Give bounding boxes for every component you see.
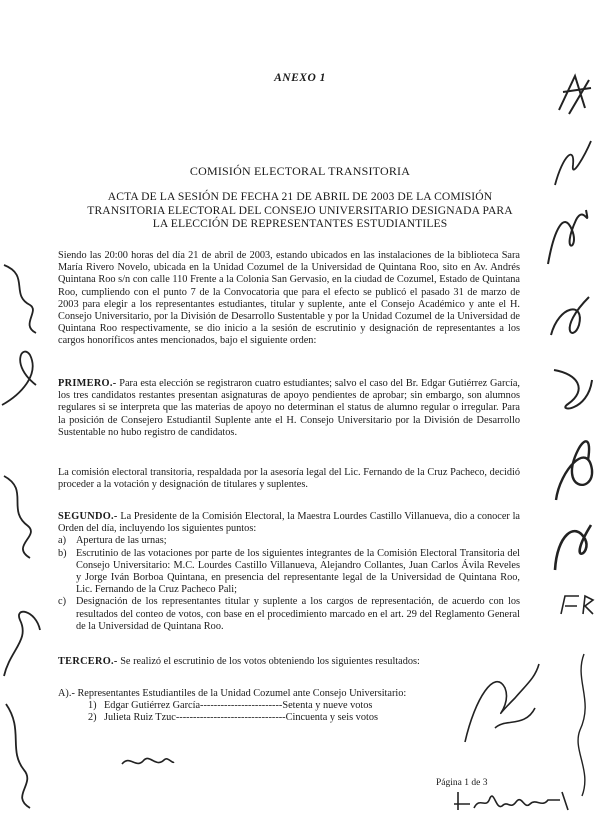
signature-mark	[0, 700, 40, 810]
vote-number: 1)	[88, 700, 97, 712]
annex-heading: ANEXO 1	[274, 72, 326, 84]
results-section	[58, 688, 520, 725]
signature-mark	[548, 430, 598, 505]
signature-mark	[570, 650, 598, 800]
candidate-name: Julieta Ruiz Tzuc	[104, 712, 176, 724]
signature-mark	[455, 658, 545, 748]
agenda-marker: c)	[58, 596, 66, 608]
primero-label: PRIMERO.-	[58, 378, 117, 389]
primero-paragraph	[58, 378, 520, 439]
signature-mark	[0, 345, 45, 415]
signature-mark	[548, 360, 596, 415]
vote-leader: ------------------------	[200, 700, 283, 712]
tercero-paragraph	[58, 656, 520, 668]
segundo-label: SEGUNDO.-	[58, 511, 118, 522]
segundo-text: La Presidente de la Comisión Electoral, la Maestra Lourdes Castillo Villanueva, dio a conocer la Orden del día, incluyendo los siguientes puntos:	[58, 511, 520, 535]
signature-mark	[555, 70, 595, 120]
committee-title: COMISIÓN ELECTORAL TRANSITORIA	[189, 164, 411, 178]
tercero-text: Se realizó el escrutinio de los votos obteniendo los siguientes resultados:	[120, 656, 420, 667]
signature-mark	[450, 786, 580, 814]
agenda-marker: b)	[58, 547, 67, 559]
signature-mark	[540, 200, 595, 270]
candidate-name: Edgar Gutiérrez García	[104, 700, 201, 712]
signature-mark	[545, 135, 595, 190]
section-a-heading: A).- Representantes Estudiantiles de la Unidad Cozumel ante Consejo Universitario:	[58, 688, 407, 699]
acta-title: ACTA DE LA SESIÓN DE FECHA 21 DE ABRIL DE 2003 DE LA COMISIÓN TRANSITORIA ELECTORAL DEL CONSEJO UNIVERSITARIO DESIGNADA PARA LA ELECCIÓN DE REPRESENTANTES ESTUDIANTILES	[87, 190, 513, 230]
vote-result: Cincuenta y seis votos	[285, 712, 378, 724]
primero-text: Para esta elección se registraron cuatro estudiantes; salvo el caso del Br. Edgar Gutiérrez García, los tres candidatos restantes presentan asignaturas de apoyo pendientes de aprobar; sin embargo, son alumnos regulares si se interpreta que las materias de apoyo no determinan el status de alumno regular o irregular. Para la posición de Consejero Estudiantil Suplente ante el H. Consejo Universitario por la División de Desarrollo Sustentable no hubo registro de candidatos.	[58, 378, 520, 438]
agenda-item	[58, 535, 520, 547]
agenda-list	[58, 535, 520, 633]
signature-mark	[555, 590, 595, 620]
agenda-marker: a)	[58, 535, 66, 547]
intro-paragraph: Siendo las 20:00 horas del día 21 de abril de 2003, estando ubicados en las instalaciones de la biblioteca Sara María Rivero Novelo, ubicada en la Unidad Cozumel de la Universidad de Quintana Roo, sito en Av. Andrés Quintana Roo s/n con calle 110 Frente a la Colonia San Gervasio, en la ciudad de Cozumel, Estado de Quintana Roo, cumpliendo con el punto 7 de la Convocatoria que para el efecto se publicó el pasado 31 de marzo de 2003 para elegir a los representantes estudiantes, titular y suplente, ante el Consejo Académico y ante el H. Consejo Universitario, por la División de Desarrollo Sustentable y por la Unidad Cozumel de la Universidad de Quintana Roo respectivamente, se dio inicio a la sesión de escrutinio y designación de representantes a los cargos honoríficos antes mencionados, bajo el siguiente orden:	[58, 250, 520, 347]
agenda-text: Designación de los representantes titular y suplente a los cargos de representación, de acuerdo con los resultados del conteo de votos, con base en el procedimiento marcado en el art. 29 del Reglamento General de la Universidad de Quintana Roo.	[76, 596, 520, 632]
signature-mark	[118, 752, 178, 772]
agenda-text: Escrutinio de las votaciones por parte de los siguientes integrantes de la Comisión Electoral Transitoria del Consejo Universitario: M.C. Lourdes Castillo Villanueva, Alejandro Collantes, Juan Carlos Ávila Reveles y Jorge Iván Borboa Quintana, en presencia del representante legal de la Universidad de Quintana Roo, Lic. Fernando de la Cruz Pacheco Pali;	[76, 547, 520, 596]
signature-mark	[545, 285, 595, 345]
segundo-paragraph	[58, 511, 520, 633]
vote-leader: --------------------------------	[175, 712, 286, 724]
commission-paragraph: La comisión electoral transitoria, respaldada por la asesoría legal del Lic. Fernando de la Cruz Pacheco, decidió proceder a la votación y designación de titulares y suplentes.	[58, 467, 520, 491]
vote-number: 2)	[88, 712, 97, 724]
agenda-text: Apertura de las urnas;	[76, 535, 167, 547]
vote-result: Setenta y nueve votos	[282, 700, 373, 712]
page-number: Página 1 de 3	[436, 778, 488, 788]
tercero-label: TERCERO.-	[58, 656, 118, 667]
agenda-item	[58, 548, 520, 597]
signature-mark	[0, 600, 45, 680]
signature-mark	[0, 470, 40, 560]
signature-mark	[0, 255, 45, 335]
agenda-item	[58, 596, 520, 633]
signature-mark	[545, 515, 597, 575]
